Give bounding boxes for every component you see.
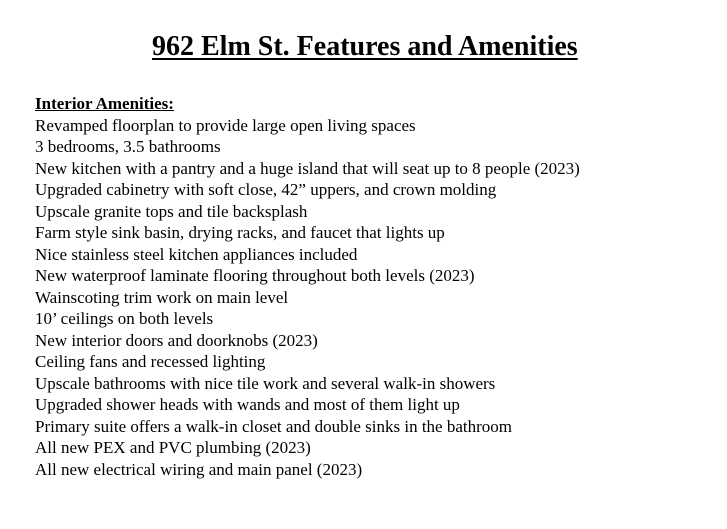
list-item: All new electrical wiring and main panel (2023) bbox=[35, 459, 363, 479]
list-item: New kitchen with a pantry and a huge island that will seat up to 8 people (2023) bbox=[35, 158, 580, 178]
amenities-list bbox=[35, 115, 715, 481]
interior-amenities-section bbox=[35, 93, 715, 480]
list-item: Nice stainless steel kitchen appliances included bbox=[35, 244, 358, 264]
list-item: Upgraded cabinetry with soft close, 42” uppers, and crown molding bbox=[35, 180, 497, 199]
list-item: Upgraded shower heads with wands and most of them light up bbox=[35, 395, 460, 414]
list-item: 10’ ceilings on both levels bbox=[35, 309, 214, 328]
list-item: New interior doors and doorknobs (2023) bbox=[35, 330, 318, 350]
list-item: Upscale bathrooms with nice tile work and several walk-in showers bbox=[35, 373, 496, 393]
list-item: Ceiling fans and recessed lighting bbox=[35, 352, 266, 371]
list-item: 3 bedrooms, 3.5 bathrooms bbox=[35, 137, 221, 156]
list-item: New waterproof laminate flooring throughout both levels (2023) bbox=[35, 266, 475, 285]
list-item: Farm style sink basin, drying racks, and faucet that lights up bbox=[35, 223, 445, 242]
list-item: Wainscoting trim work on main level bbox=[35, 287, 289, 307]
list-item: Upscale granite tops and tile backsplash bbox=[35, 201, 308, 221]
section-heading: Interior Amenities: bbox=[35, 94, 174, 113]
page-title: 962 Elm St. Features and Amenities bbox=[152, 31, 578, 62]
list-item: All new PEX and PVC plumbing (2023) bbox=[35, 438, 311, 457]
list-item: Revamped floorplan to provide large open living spaces bbox=[35, 115, 416, 135]
list-item: Primary suite offers a walk-in closet and double sinks in the bathroom bbox=[35, 416, 513, 436]
